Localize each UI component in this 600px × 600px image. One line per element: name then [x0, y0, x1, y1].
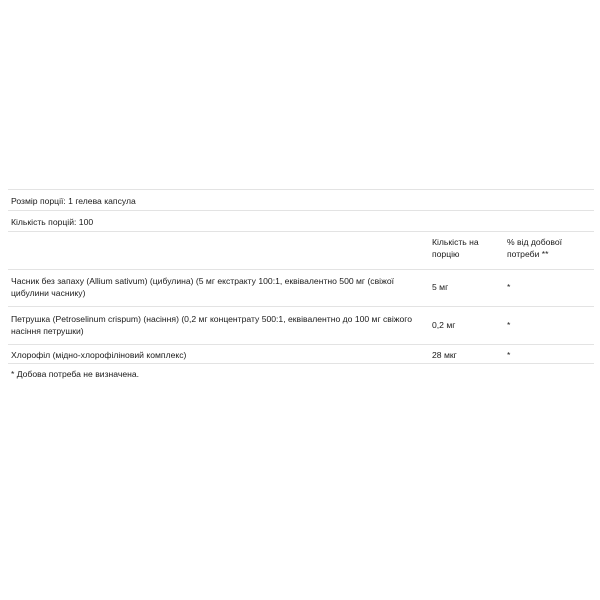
footnote-text: * Добова потреба не визначена. — [11, 369, 140, 379]
servings-count-text: Кількість порцій: 100 — [11, 217, 94, 227]
ingredient-daily-value: * — [507, 282, 511, 292]
header-daily-value: % від добової потреби ** — [507, 237, 563, 259]
footnote-row — [8, 364, 594, 384]
ingredient-name: Часник без запаху (Allium sativum) (цибулина) (5 мг екстракту 100:1, еквівалентно 500 мг (свіжої цибулини часнику) — [11, 276, 394, 298]
ingredient-daily-value: * — [507, 350, 511, 360]
serving-size-text: Розмір порції: 1 гелева капсула — [11, 196, 136, 206]
header-amount: Кількість на порцію — [432, 237, 479, 259]
ingredient-amount: 28 мкг — [432, 350, 457, 360]
ingredient-daily-value: * — [507, 320, 511, 330]
ingredient-name: Петрушка (Petroselinum crispum) (насіння) (0,2 мг концентрату 500:1, еквівалентно до 100 мг свіжого насіння петрушки) — [11, 314, 412, 336]
table-row — [8, 307, 594, 344]
servings-count-row — [8, 211, 594, 231]
table-row — [8, 270, 594, 306]
ingredient-name: Хлорофіл (мідно-хлорофіліновий комплекс) — [11, 350, 187, 360]
table-row — [8, 345, 594, 363]
ingredient-amount: 5 мг — [432, 282, 449, 292]
ingredient-amount: 0,2 мг — [432, 320, 456, 330]
supplement-facts-table — [8, 189, 594, 384]
table-header-row — [8, 232, 594, 269]
serving-size-row — [8, 190, 594, 210]
